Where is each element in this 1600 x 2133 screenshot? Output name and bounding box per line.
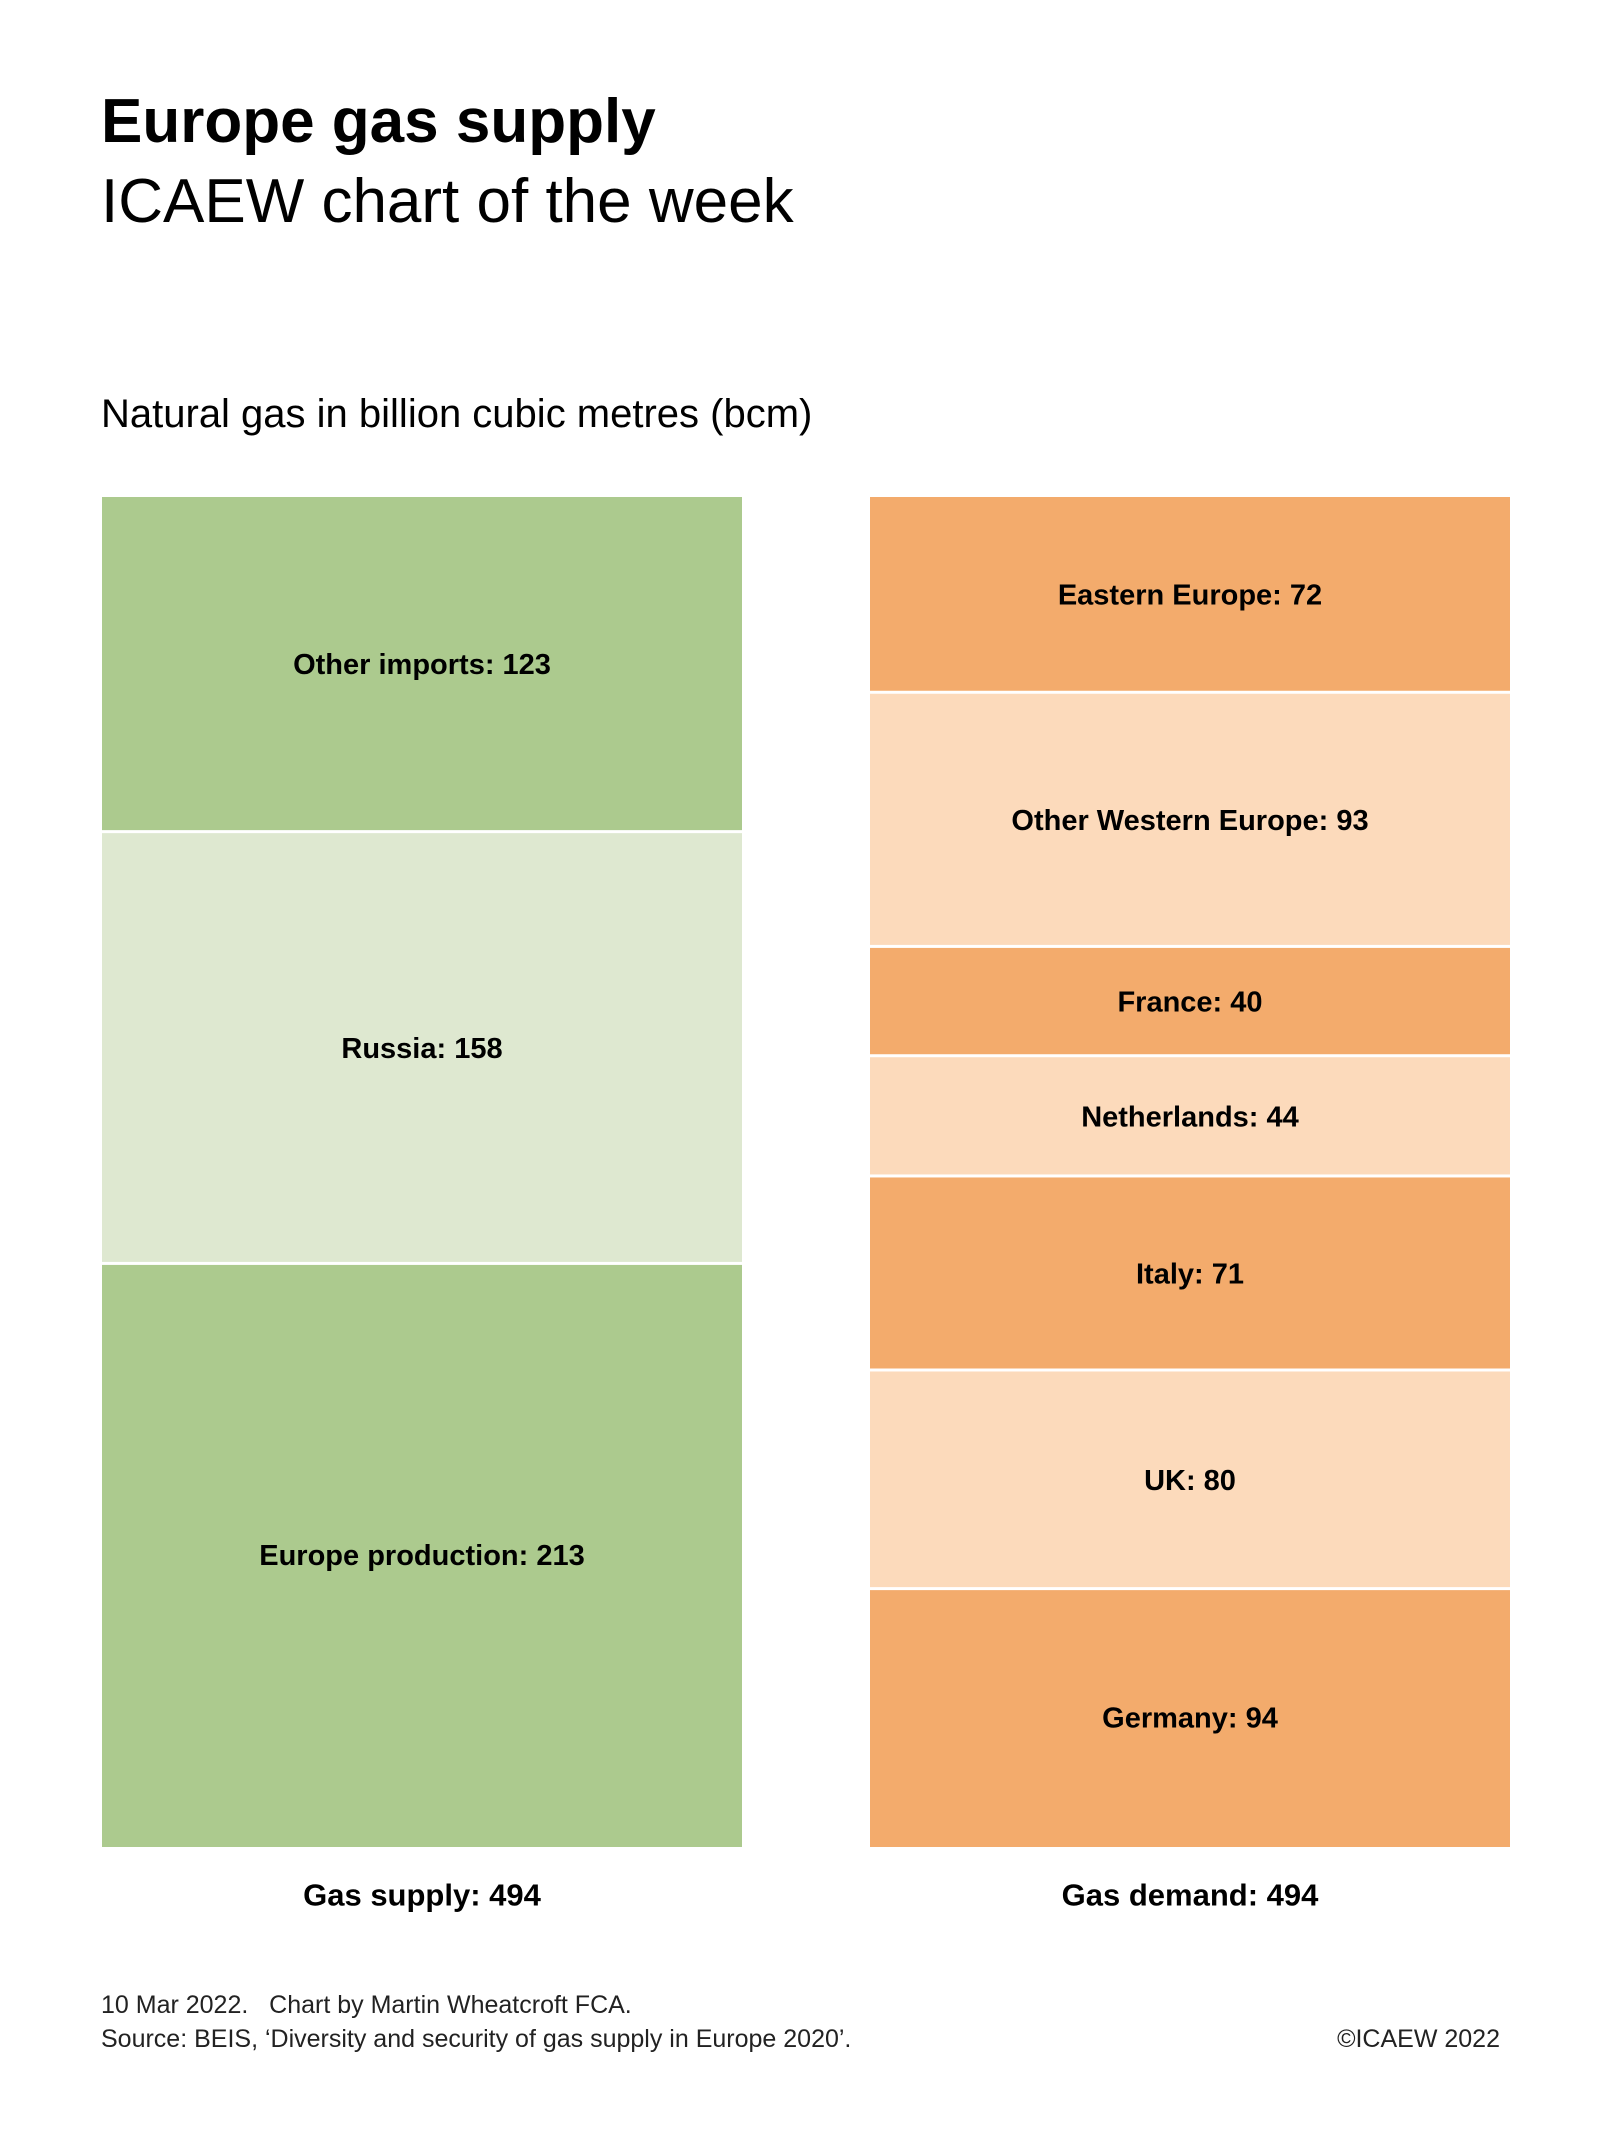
- demand-label-france: France: 40: [1117, 986, 1263, 1019]
- demand-label-germany: Germany: 94: [1102, 1702, 1278, 1735]
- footer-notes: [101, 1988, 851, 2056]
- demand-label-uk: UK: 80: [1144, 1464, 1236, 1497]
- supply-label-europe-production: Europe production: 213: [259, 1539, 585, 1572]
- demand-label-eastern-europe: Eastern Europe: 72: [1057, 579, 1323, 612]
- demand-total-label: Gas demand: 494: [1061, 1877, 1319, 1913]
- footer-date-author: 10 Mar 2022. Chart by Martin Wheatcroft FCA.: [101, 1991, 632, 2019]
- chart-title: Europe gas supply: [101, 87, 656, 156]
- supply-label-other-imports: Other imports: 123: [293, 649, 551, 682]
- units-caption: Natural gas in billion cubic metres (bcm): [101, 392, 813, 436]
- supply-label-russia: Russia: 158: [341, 1033, 503, 1066]
- chart-subtitle: ICAEW chart of the week: [101, 167, 794, 236]
- demand-label-italy: Italy: 71: [1136, 1258, 1244, 1291]
- supply-total-label: Gas supply: 494: [303, 1877, 541, 1913]
- demand-label-other-western-europe: Other Western Europe: 93: [1011, 804, 1369, 837]
- copyright-notice: ©ICAEW 2022: [1337, 2025, 1500, 2053]
- footer-source: Source: BEIS, ‘Diversity and security of gas supply in Europe 2020’.: [101, 2025, 852, 2053]
- demand-label-netherlands: Netherlands: 44: [1081, 1101, 1299, 1134]
